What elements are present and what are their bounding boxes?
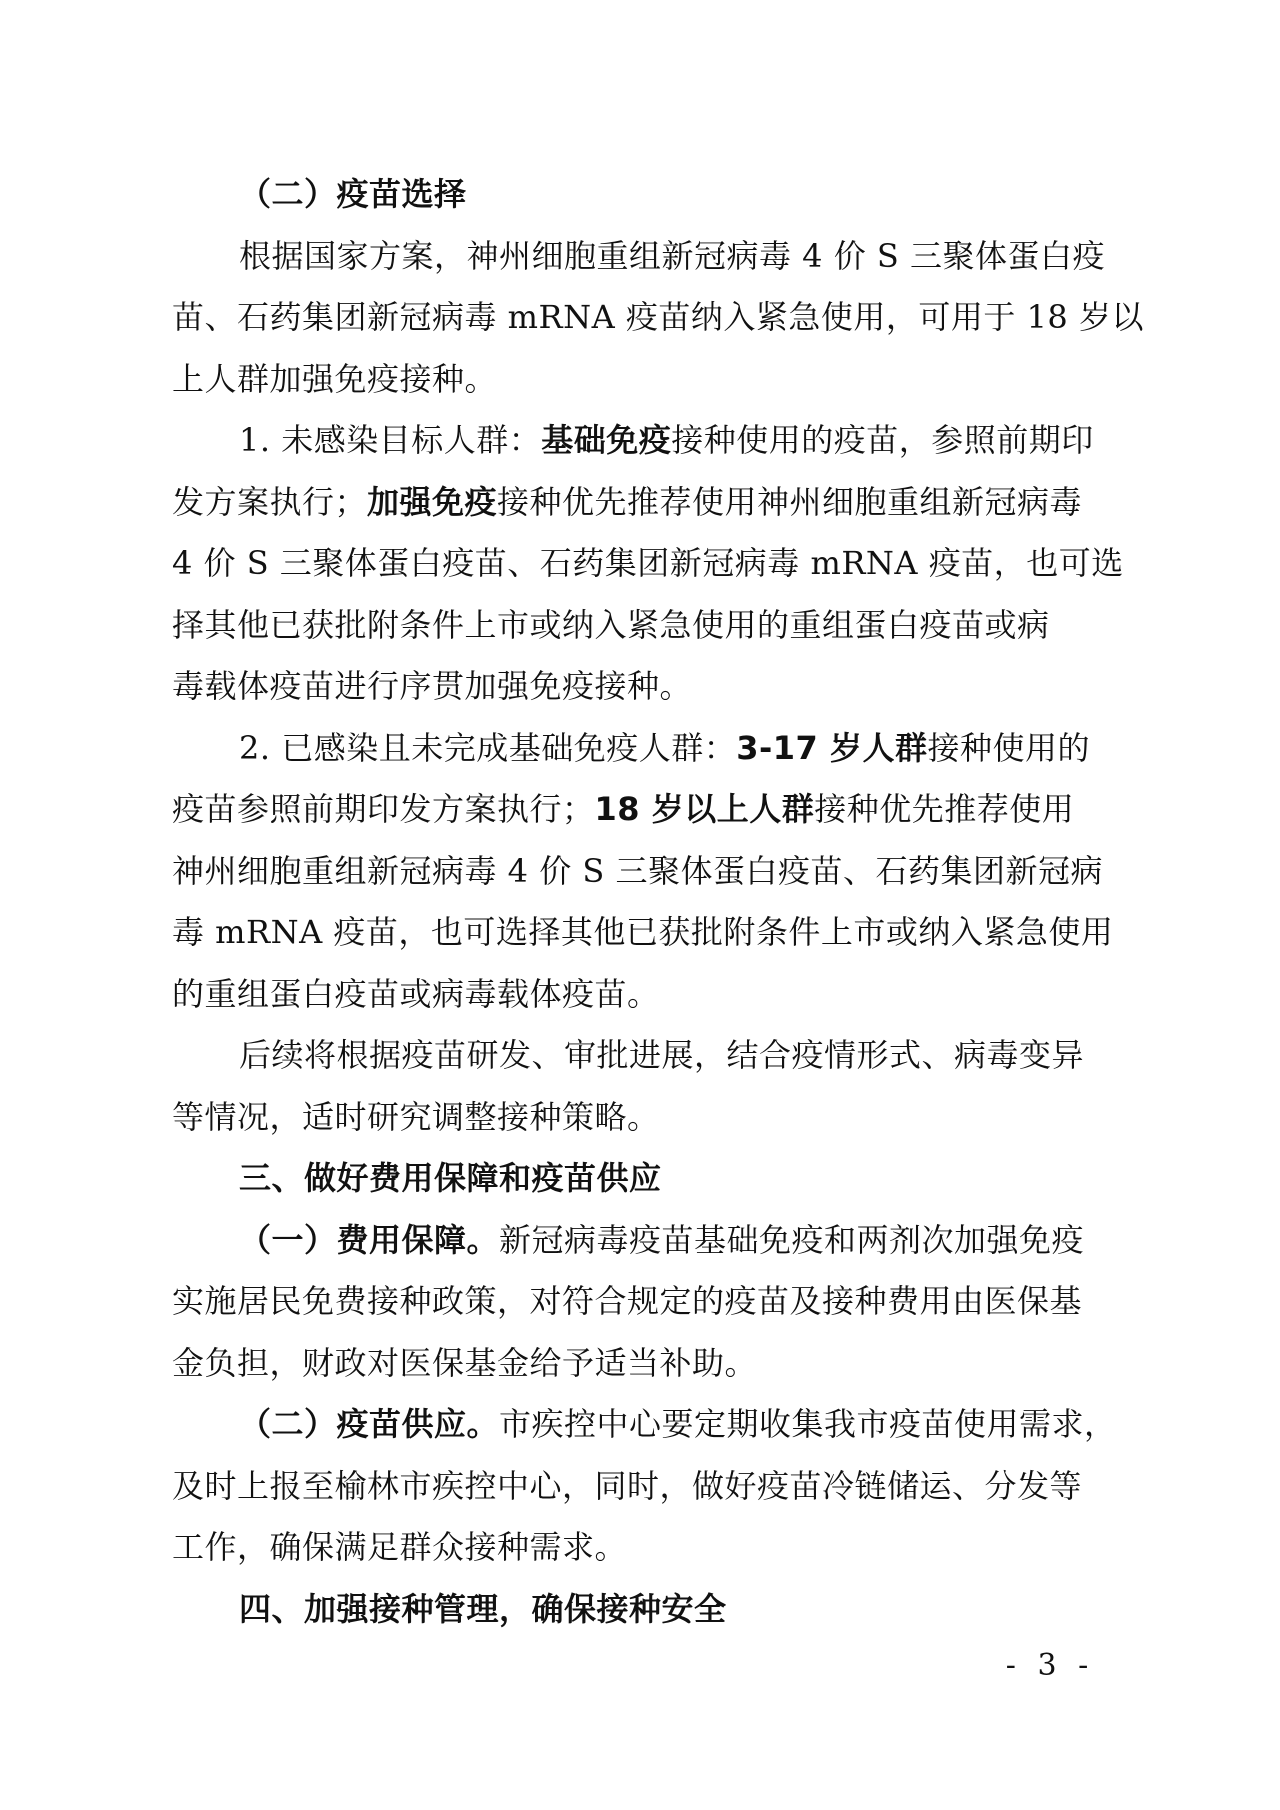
section-heading-vaccination-management: 四、加强接种管理，确保接种安全 [239, 1589, 727, 1628]
section-heading-cost-supply: 三、做好费用保障和疫苗供应 [239, 1159, 662, 1197]
item1-line: 择其他已获批附条件上市或纳入紧急使用的重组蛋白疫苗或病 [172, 605, 1050, 644]
paragraph-line: 苗、石药集团新冠病毒 mRNA 疫苗纳入紧急使用，可用于 18 岁以 [172, 298, 1144, 336]
item2-prefix: 2. 已感染且未完成基础免疫人群： [239, 728, 737, 767]
supply-text: 市疾控中心要定期收集我市疫苗使用需求， [499, 1405, 1117, 1443]
cost-text: 新冠病毒疫苗基础免疫和两剂次加强免疫 [499, 1220, 1085, 1259]
supply-line [172, 1394, 1117, 1456]
supply-line: 工作，确保满足群众接种需求。 [172, 1528, 628, 1566]
paragraph-line: 上人群加强免疫接种。 [172, 359, 498, 398]
item2-suffix: 接种优先推荐使用 [814, 790, 1075, 828]
paragraph-line: 等情况，适时研究调整接种策略。 [172, 1097, 660, 1136]
item1-bold-term: 基础免疫 [541, 421, 672, 459]
item2-line: 毒 mRNA 疫苗，也可选择其他已获批附条件上市或纳入紧急使用 [172, 913, 1114, 951]
item1-line: 毒载体疫苗进行序贯加强免疫接种。 [172, 667, 693, 705]
item1-suffix: 接种优先推荐使用神州细胞重组新冠病毒 [497, 482, 1083, 521]
paragraph-line: 后续将根据疫苗研发、审批进展，结合疫情形式、病毒变异 [239, 1036, 1085, 1074]
item1-line [172, 472, 1112, 534]
document-body [172, 164, 1144, 1640]
item2-line: 的重组蛋白疫苗或病毒载体疫苗。 [172, 974, 660, 1013]
item2-line [172, 718, 1112, 780]
item1-line [172, 410, 1112, 472]
item1-prefix: 1. 未感染目标人群： [239, 421, 542, 459]
item2-bold-term: 18 岁以上人群 [594, 790, 815, 828]
item2-suffix: 接种使用的 [927, 728, 1090, 767]
page-number: - 3 - [1005, 1648, 1095, 1683]
item1-prefix: 发方案执行； [172, 482, 368, 521]
supply-line: 及时上报至榆林市疾控中心，同时，做好疫苗冷链储运、分发等 [172, 1466, 1083, 1505]
item2-line: 神州细胞重组新冠病毒 4 价 S 三聚体蛋白疫苗、石药集团新冠病 [172, 851, 1103, 890]
item1-bold-term: 加强免疫 [367, 482, 498, 521]
cost-label: （一）费用保障。 [239, 1220, 500, 1259]
item1-suffix: 接种使用的疫苗，参照前期印 [671, 421, 1094, 459]
item2-line [172, 779, 1112, 841]
cost-line [172, 1210, 1112, 1272]
item2-bold-term: 3-17 岁人群 [736, 728, 928, 767]
supply-label: （二）疫苗供应。 [239, 1405, 500, 1443]
item1-line: 4 价 S 三聚体蛋白疫苗、石药集团新冠病毒 mRNA 疫苗，也可选 [172, 544, 1124, 582]
cost-line: 金负担，财政对医保基金给予适当补助。 [172, 1343, 758, 1382]
section-heading-vaccine-choice: （二）疫苗选择 [239, 175, 467, 213]
item2-prefix: 疫苗参照前期印发方案执行； [172, 790, 595, 828]
cost-line: 实施居民免费接种政策，对符合规定的疫苗及接种费用由医保基 [172, 1282, 1083, 1320]
paragraph-line: 根据国家方案，神州细胞重组新冠病毒 4 价 S 三聚体蛋白疫 [239, 236, 1105, 275]
